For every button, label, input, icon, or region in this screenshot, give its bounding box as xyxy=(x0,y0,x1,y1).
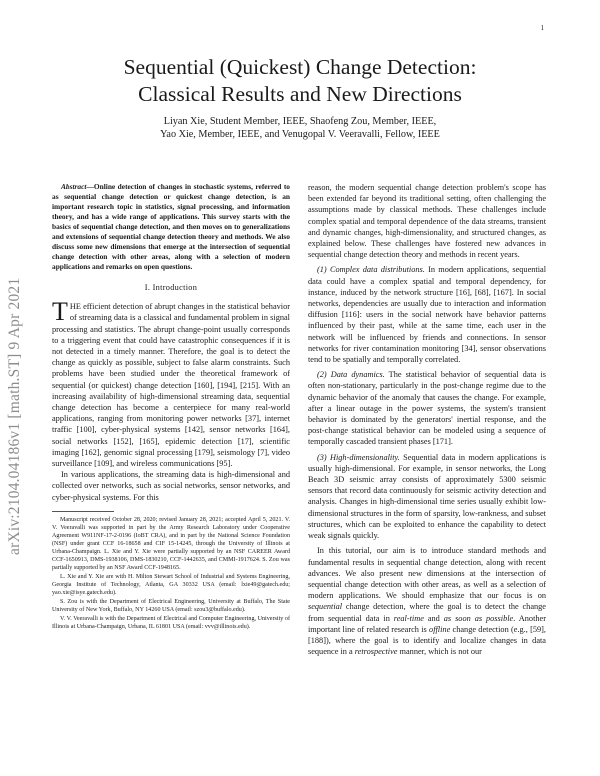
footnote-zou-affiliation: S. Zou is with the Department of Electrical Engineering, University at Buffalo, The State University of New York, Buffalo, NY 14260 USA (email: szou3@buffalo.edu). xyxy=(52,598,290,613)
challenge-1-label: (1) Complex data distributions. xyxy=(317,265,425,275)
title-line-2: Classical Results and New Directions xyxy=(138,82,462,106)
aim-text-d: . Another important line of related research is xyxy=(308,613,546,634)
intro-paragraph-1 xyxy=(52,297,290,469)
aim-text-a: In this tutorial, our aim is to introduce standard methods and fundamental results in sequential change detection, along with recent advances. We also present new dimensions at the intersection of sequential change detection with other areas, as well as a selection of modern applications. We should emphasize that our focus is on xyxy=(308,546,546,601)
challenge-complex-distributions xyxy=(308,264,546,365)
intro-paragraph-1-text: HE efficient detection of abrupt changes in the statistical behavior of streaming data is a classical and fundamental problem in signal processing and statistics. The abrupt change-point usually corresponds to a triggering event that could have catastrophic consequences if it is not detected in a timely manner. Therefore, the goal is to detect the change as quickly as possible, subject to false alarm constraints. Such problems have been studied under the theoretical framework of sequential (or quickest) change detection [160], [194], [215]. With an increasing availability of high-dimensional streaming data, sequential change detection has become a centerpiece for many real-world applications, ranging from monitoring power networks [37], internet traffic [100], cyber-physical systems [142], sensor networks [164], social networks [152], [165], epidemic detection [17], scientific imaging [162], genomic signal processing [179], seismology [7], video surveillance [109], and wireless communications [95]. xyxy=(52,302,290,469)
tutorial-aim-paragraph xyxy=(308,545,546,657)
challenge-3-text: Sequential data in modern applications is usually high-dimensional. For example, in sensor networks, the Long Beach 3D seismic array consists of approximately 5300 seismic sensors that record data continuously for seismic activity detection and analysis. Changes in high-dimensional time series usually exhibit low-dimensional structures in the form of sparsity, low-rankness, and subset structures, which can be exploited to enhance the capability to detect weak signals quickly. xyxy=(308,452,546,541)
footnote-divider xyxy=(52,511,114,512)
footnote-veeravalli-affiliation: V. V. Veeravalli is with the Department of Electrical and Computer Engineering, University of Illinois at Urbana-Champaign, Urbana, IL 61801 USA (email: vvv@illinois.edu). xyxy=(52,615,290,630)
challenge-2-label: (2) Data dynamics. xyxy=(317,370,385,380)
drop-cap: T xyxy=(52,297,68,327)
challenge-3-label: (3) High-dimensionality. xyxy=(317,452,400,462)
author-list xyxy=(60,116,540,141)
aim-em-asap: as soon as possible xyxy=(443,613,514,623)
challenge-2-text: The statistical behavior of sequential data is often non-stationary, particularly in the post-change regime due to the dynamic behavior of the anomaly that causes the change. For example, after a linear outage in the power systems, the system's transient behavior is dominated by the generators' inertial response, and the post-change statistical behavior can be modeled using a sequence of temporally cascaded transient phases [171]. xyxy=(308,370,546,447)
aim-text-f: manner, which is not our xyxy=(397,647,482,657)
authors-line-2: Yao Xie, Member, IEEE, and Venugopal V. Veeravalli, Fellow, IEEE xyxy=(160,128,440,140)
abstract-text: —Online detection of changes in stochastic systems, referred to as sequential change detection or quickest change detection, is an important research topic in statistics, signal processing, and information theory, and has a wide range of applications. This survey starts with the basics of sequential change detection, and then moves on to generalizations and extensions of sequential change detection theory and methods. We also discuss some new dimensions that emerge at the intersection of sequential change detection with other areas, along with a selection of modern applications and remarks on open questions. xyxy=(52,182,290,271)
arxiv-identifier: arXiv:2104.04186v1 [math.ST] 9 Apr 2021 xyxy=(6,277,23,555)
authors-line-1: Liyan Xie, Student Member, IEEE, Shaofeng Zou, Member, IEEE, xyxy=(163,116,437,127)
intro-paragraph-2: In various applications, the streaming data is high-dimensional and collected over networks, such as social networks, sensor networks, and cyber-physical systems. For this xyxy=(52,470,290,502)
aim-text-c: and xyxy=(423,613,444,623)
footnote-xie-affiliation: L. Xie and Y. Xie are with H. Milton Stewart School of Industrial and Systems Engineering, Georgia Institute of Technology, Atlanta, GA 30332 USA (email: lxie49@gatech.edu; yao.xie@isye.gatech.edu). xyxy=(52,573,290,596)
paper-title xyxy=(60,54,540,108)
aim-em-sequential: sequential xyxy=(308,602,343,612)
footnotes xyxy=(52,516,290,631)
challenge-high-dimensionality xyxy=(308,452,546,542)
aim-em-offline: offline xyxy=(429,624,451,634)
aim-text-e: change detection (e.g., [59], [188]), where the goal is to identify and localize changes in data sequence in a xyxy=(308,624,546,657)
title-line-1: Sequential (Quickest) Change Detection: xyxy=(123,55,477,79)
abstract-label: Abstract xyxy=(61,182,87,191)
aim-em-retrospective: retrospective xyxy=(354,647,398,657)
right-column xyxy=(308,182,546,657)
abstract xyxy=(52,182,290,272)
challenge-1-text: In modern applications, sequential data could have a complex spatial and temporal dependency, for instance, induced by the network structure [16], [68], [167]. In social networks, dependencies are usually due to interaction and information diffusion [116]: users in the social network have behavior patterns influenced by their past, while at the same time, each user in the network will be influenced by friends and connections. In sensor networks for river contamination monitoring [34], sensor observations tend to be spatially and temporally correlated. xyxy=(308,265,547,365)
aim-text-b: change detection, where the goal is to detect the change from sequential data in xyxy=(308,602,546,623)
right-paragraph-0: reason, the modern sequential change detection problem's scope has been extended far beyond its traditional setting, often challenging the assumptions made by classical methods. These challenges include complex spatial and temporal dependence of the data streams, transient and dynamic changes, high-dimensionality, and structured changes, as explained below. These challenges have fostered new advances in sequential change detection theory and methods in recent years. xyxy=(308,183,546,260)
aim-em-realtime: real-time xyxy=(393,613,424,623)
page-number: 1 xyxy=(540,24,544,32)
section-heading-introduction: I. Introduction xyxy=(144,283,198,292)
left-column xyxy=(52,182,290,632)
footnote-manuscript: Manuscript received October 28, 2020; revised January 28, 2021; accepted April 5, 2021. V. V. Veeravalli was supported in part by the Army Research Laboratory under Cooperative Agreement W911NF-17-2-0196 (IoBT CRA), and in part by the National Science Foundation (NSF) under grant CCF 16-18658 and CIF 15-14245, through the University of Illinois at Urbana-Champaign. L. Xie and Y. Xie were partially supported by an NSF CAREER Award CCF-1650913, DMS-1938106, DMS-1830210, CCF-1442635, and CMMI-1917624. S. Zou was partially supported by an NSF Award CCF-1948165. xyxy=(52,516,290,571)
challenge-data-dynamics xyxy=(308,369,546,447)
